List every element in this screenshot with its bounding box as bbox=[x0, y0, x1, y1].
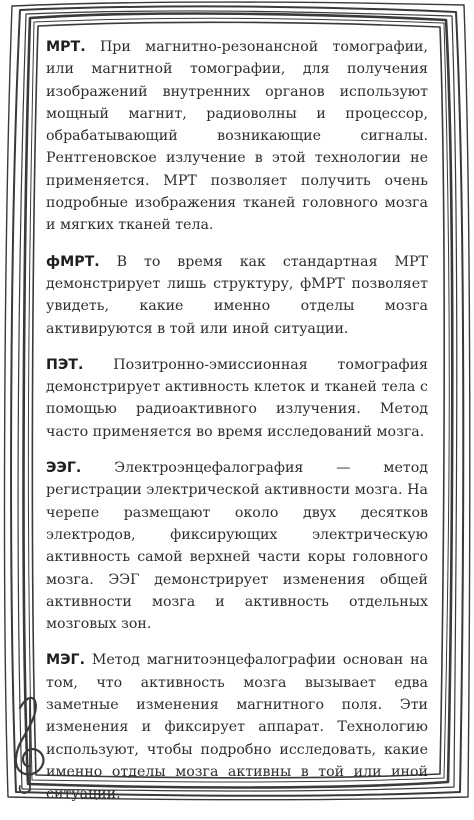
entry-term: МРТ. bbox=[46, 39, 86, 55]
entry-text: При магнитно-резонансной томографии, или магнитной томографии, для получения изображений внутренних органов используют мощный магнит, радиоволны и процессор, обрабатывающий возникающие сигналы. Рентгеновское излучение в этой технологии не применяется. МРТ позволяет получить очень подробные изображения тканей головного мозга и мягких тканей тела. bbox=[46, 39, 428, 234]
entry-term: фМРТ. bbox=[46, 253, 100, 270]
entry-pet bbox=[46, 354, 428, 443]
entry-fmrt bbox=[46, 251, 428, 340]
entry-text: Метод магнитоэнцефалографии основан на том, что активность мозга вызывает едва заметные изменения магнитного поля. Эти изменения и фиксирует аппарат. Технологию используют, чтобы подробно исследовать, какие именно отделы мозга активны в той или иной ситуации. bbox=[46, 652, 428, 803]
entry-text: В то время как стандартная МРТ демонстрирует лишь структуру, фМРТ позволяет увидеть, какие именно отделы мозга активируются в той или иной ситуации. bbox=[46, 253, 428, 337]
entry-term: МЭГ. bbox=[46, 652, 85, 669]
entry-meg bbox=[46, 649, 428, 805]
entry-mrt bbox=[46, 36, 428, 237]
entry-text: Позитронно-эмиссионная томография демонстрирует активность клеток и тканей тела с помощью радиоактивного излучения. Метод часто применяется во время исследований мозга. bbox=[46, 356, 428, 440]
glossary-text bbox=[46, 36, 428, 820]
entry-term: ПЭТ. bbox=[46, 356, 84, 373]
entry-term: ЭЭГ. bbox=[46, 460, 82, 477]
entry-eeg bbox=[46, 457, 428, 635]
entry-text: Электроэнцефалография — метод регистрации электрической активности мозга. На черепе размещают около двух десятков электродов, фиксирующих электрическую активность самой верхней части коры головного мозга. ЭЭГ демонстрирует изменения общей активности мозга и активность отдельных мозговых зон. bbox=[46, 460, 428, 633]
